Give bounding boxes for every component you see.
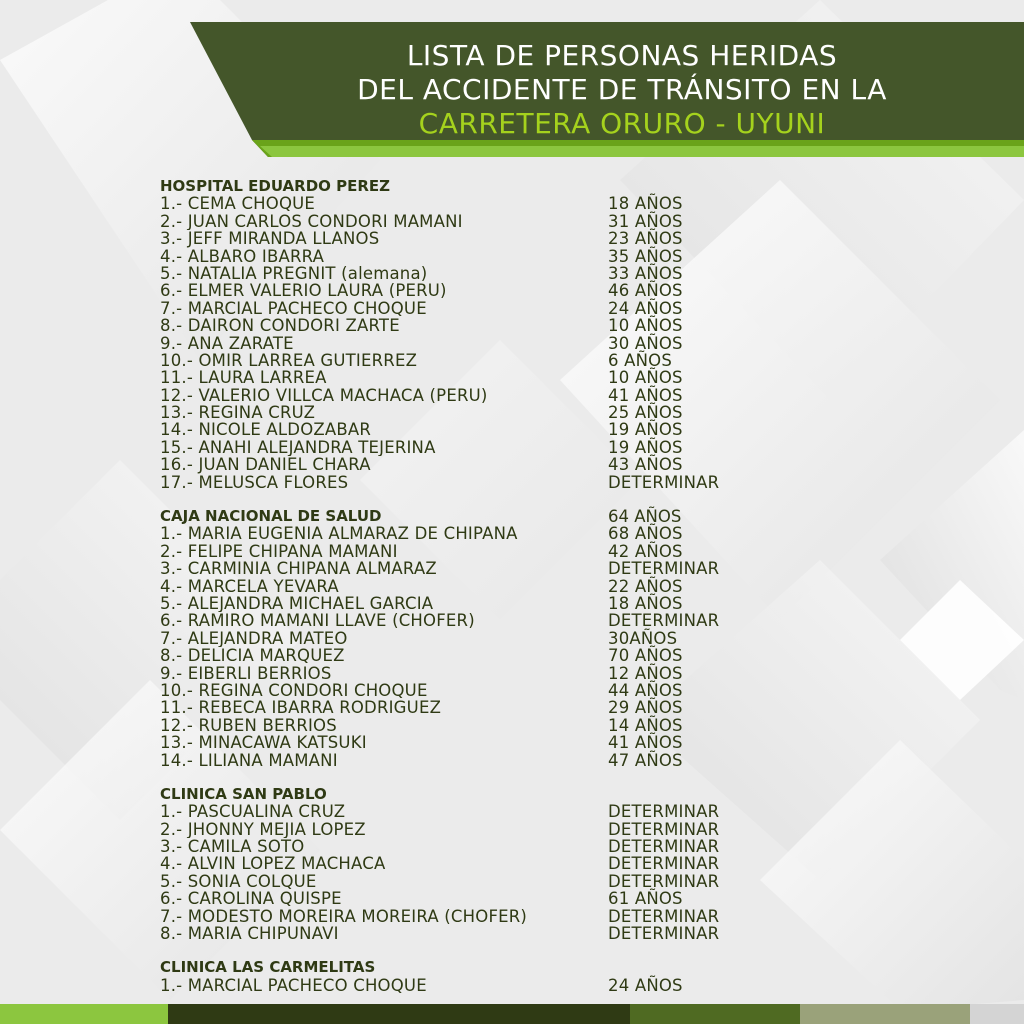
list-item (160, 369, 780, 386)
list-item (160, 855, 780, 872)
list-item (160, 752, 780, 769)
person-age: DETERMINAR (608, 802, 720, 822)
list-item (160, 908, 780, 925)
person-name: 11.- LAURA LARREA (160, 369, 327, 387)
person-name: 8.- DELICIA MARQUEZ (160, 647, 345, 665)
person-age: 31 AÑOS (608, 211, 683, 231)
person-age: 44 AÑOS (608, 680, 683, 700)
person-age: 35 AÑOS (608, 246, 683, 266)
person-age: DETERMINAR (608, 611, 720, 631)
person-name: 7.- ALEJANDRA MATEO (160, 629, 348, 648)
section-clinica-las-carmelitas (160, 959, 780, 994)
person-name: 11.- REBECA IBARRA RODRIGUEZ (160, 699, 442, 717)
person-age: 70 AÑOS (608, 646, 683, 666)
list-item (160, 404, 780, 421)
person-age: 41 AÑOS (608, 385, 683, 405)
list-item (160, 890, 780, 907)
list-item (160, 387, 780, 404)
list-item (160, 873, 780, 890)
person-name: 5.- ALEJANDRA MICHAEL GARCIA (160, 594, 434, 613)
person-age: 42 AÑOS (608, 541, 683, 561)
section-title: CAJA NACIONAL DE SALUD (160, 507, 382, 526)
person-age: 24 AÑOS (608, 975, 683, 995)
list-item (160, 647, 780, 664)
person-age: DETERMINAR (608, 854, 720, 874)
footer-segment (0, 1004, 168, 1024)
person-name: 9.- EIBERLI BERRIOS (160, 664, 332, 682)
person-name: 14.- NICOLE ALDOZABAR (160, 421, 372, 439)
list-item (160, 977, 780, 994)
list-item (160, 717, 780, 734)
list-item (160, 595, 780, 612)
list-item (160, 265, 780, 282)
list-item (160, 699, 780, 716)
person-name: 14.- LILIANA MAMANI (160, 751, 338, 769)
person-age: 43 AÑOS (608, 455, 683, 475)
section-title: CLINICA LAS CARMELITAS (160, 958, 376, 977)
list-item (160, 282, 780, 299)
person-name: 4.- ALVIN LOPEZ MACHACA (160, 855, 386, 873)
list-item (160, 213, 780, 230)
title-line-1: LISTA DE PERSONAS HERIDAS (406, 38, 838, 72)
person-name: 2.- JUAN CARLOS CONDORI MAMANI (160, 212, 463, 231)
person-age: 46 AÑOS (608, 281, 683, 301)
person-name: 13.- REGINA CRUZ (160, 404, 316, 422)
list-item (160, 248, 780, 265)
person-age: 61 AÑOS (608, 889, 683, 909)
person-age: 47 AÑOS (608, 750, 683, 770)
list-item (160, 335, 780, 352)
person-age: 24 AÑOS (608, 298, 683, 318)
footer-segment (800, 1004, 970, 1024)
person-age: 22 AÑOS (608, 576, 683, 596)
list-item (160, 560, 780, 577)
person-age: 29 AÑOS (608, 698, 683, 718)
list-item (160, 352, 780, 369)
list-item (160, 525, 780, 542)
list-item (160, 803, 780, 820)
person-name: 7.- MODESTO MOREIRA MOREIRA (CHOFER) (160, 907, 528, 926)
person-name: 4.- ALBARO IBARRA (160, 247, 325, 265)
person-name: 8.- MARIA CHIPUNAVI (160, 925, 339, 943)
person-name: 8.- DAIRON CONDORI ZARTE (160, 317, 400, 335)
list-item (160, 578, 780, 595)
list-item (160, 734, 780, 751)
person-age: DETERMINAR (608, 819, 720, 839)
section-clinica-san-pablo (160, 786, 780, 943)
person-name: 17.- MELUSCA FLORES (160, 473, 349, 492)
person-age: 12 AÑOS (608, 663, 683, 683)
person-name: 1.- MARIA EUGENIA ALMARAZ DE CHIPANA (160, 525, 518, 543)
person-name: 3.- CARMINIA CHIPANA ALMARAZ (160, 560, 437, 578)
person-age: DETERMINAR (608, 906, 720, 926)
person-name: 6.- RAMIRO MAMANI LLAVE (CHOFER) (160, 612, 475, 630)
person-name: 12.- VALERIO VILLCA MACHACA (PERU) (160, 386, 488, 405)
list-item (160, 543, 780, 560)
person-name: 13.- MINACAWA KATSUKI (160, 734, 367, 752)
person-age: DETERMINAR (608, 924, 720, 944)
list-item (160, 195, 780, 212)
list-item (160, 300, 780, 317)
list-item (160, 925, 780, 942)
person-age: 41 AÑOS (608, 733, 683, 753)
person-name: 15.- ANAHI ALEJANDRA TEJERINA (160, 438, 436, 457)
person-age: 23 AÑOS (608, 229, 683, 249)
person-name: 2.- FELIPE CHIPANA MAMANI (160, 542, 398, 561)
person-name: 3.- JEFF MIRANDA LLANOS (160, 230, 380, 248)
person-name: 10.- OMIR LARREA GUTIERREZ (160, 351, 418, 370)
person-name: 3.- CAMILA SOTO (160, 838, 305, 856)
person-name: 1.- CEMA CHOQUE (160, 195, 316, 213)
title-banner (190, 22, 1024, 157)
person-name: 1.- PASCUALINA CRUZ (160, 803, 346, 821)
list-item (160, 230, 780, 247)
person-age: 18 AÑOS (608, 593, 683, 613)
person-name: 5.- SONIA COLQUE (160, 872, 317, 891)
person-age: 30AÑOS (608, 628, 678, 648)
person-name: 10.- REGINA CONDORI CHOQUE (160, 681, 428, 700)
person-age: 19 AÑOS (608, 437, 683, 457)
person-age: 33 AÑOS (608, 263, 683, 283)
person-name: 7.- MARCIAL PACHECO CHOQUE (160, 299, 427, 318)
person-age: 10 AÑOS (608, 368, 683, 388)
person-age: 10 AÑOS (608, 316, 683, 336)
list-item (160, 421, 780, 438)
person-age: DETERMINAR (608, 559, 720, 579)
person-name: 12.- RUBEN BERRIOS (160, 716, 337, 735)
person-name: 1.- MARCIAL PACHECO CHOQUE (160, 976, 427, 995)
footer-segment (970, 1004, 1024, 1024)
list-item (160, 630, 780, 647)
list-item (160, 456, 780, 473)
injured-list (160, 178, 780, 1011)
section-caja-nacional-de-salud (160, 508, 780, 769)
person-age: 19 AÑOS (608, 420, 683, 440)
person-age: 30 AÑOS (608, 333, 683, 353)
section-title-value: 64 AÑOS (608, 507, 682, 527)
title-line-3: CARRETERA ORURO - UYUNI (418, 106, 826, 140)
list-item (160, 665, 780, 682)
person-name: 6.- CAROLINA QUISPE (160, 890, 342, 908)
person-age: 25 AÑOS (608, 403, 683, 423)
section-title: CLINICA SAN PABLO (160, 784, 327, 803)
list-item (160, 439, 780, 456)
section-hospital-eduardo-perez (160, 178, 780, 491)
list-item (160, 612, 780, 629)
list-item (160, 838, 780, 855)
section-title: HOSPITAL EDUARDO PEREZ (160, 177, 391, 195)
list-item (160, 821, 780, 838)
person-name: 9.- ANA ZARATE (160, 334, 294, 352)
person-age: 68 AÑOS (608, 524, 683, 544)
person-name: 5.- NATALIA PREGNIT (alemana) (160, 264, 428, 283)
title-line-2: DEL ACCIDENTE DE TRÁNSITO EN LA (357, 72, 887, 106)
person-name: 6.- ELMER VALERIO LAURA (PERU) (160, 282, 447, 300)
person-age: 18 AÑOS (608, 194, 683, 214)
list-item (160, 317, 780, 334)
person-age: DETERMINAR (608, 837, 720, 857)
person-name: 4.- MARCELA YEVARA (160, 577, 339, 595)
person-age: 6 AÑOS (608, 350, 673, 370)
person-age: DETERMINAR (608, 871, 720, 891)
person-age: DETERMINAR (608, 472, 720, 492)
person-name: 2.- JHONNY MEJIA LOPEZ (160, 820, 366, 839)
list-item (160, 474, 780, 491)
person-name: 16.- JUAN DANIEL CHARA (160, 456, 371, 474)
list-item (160, 682, 780, 699)
person-age: 14 AÑOS (608, 715, 683, 735)
